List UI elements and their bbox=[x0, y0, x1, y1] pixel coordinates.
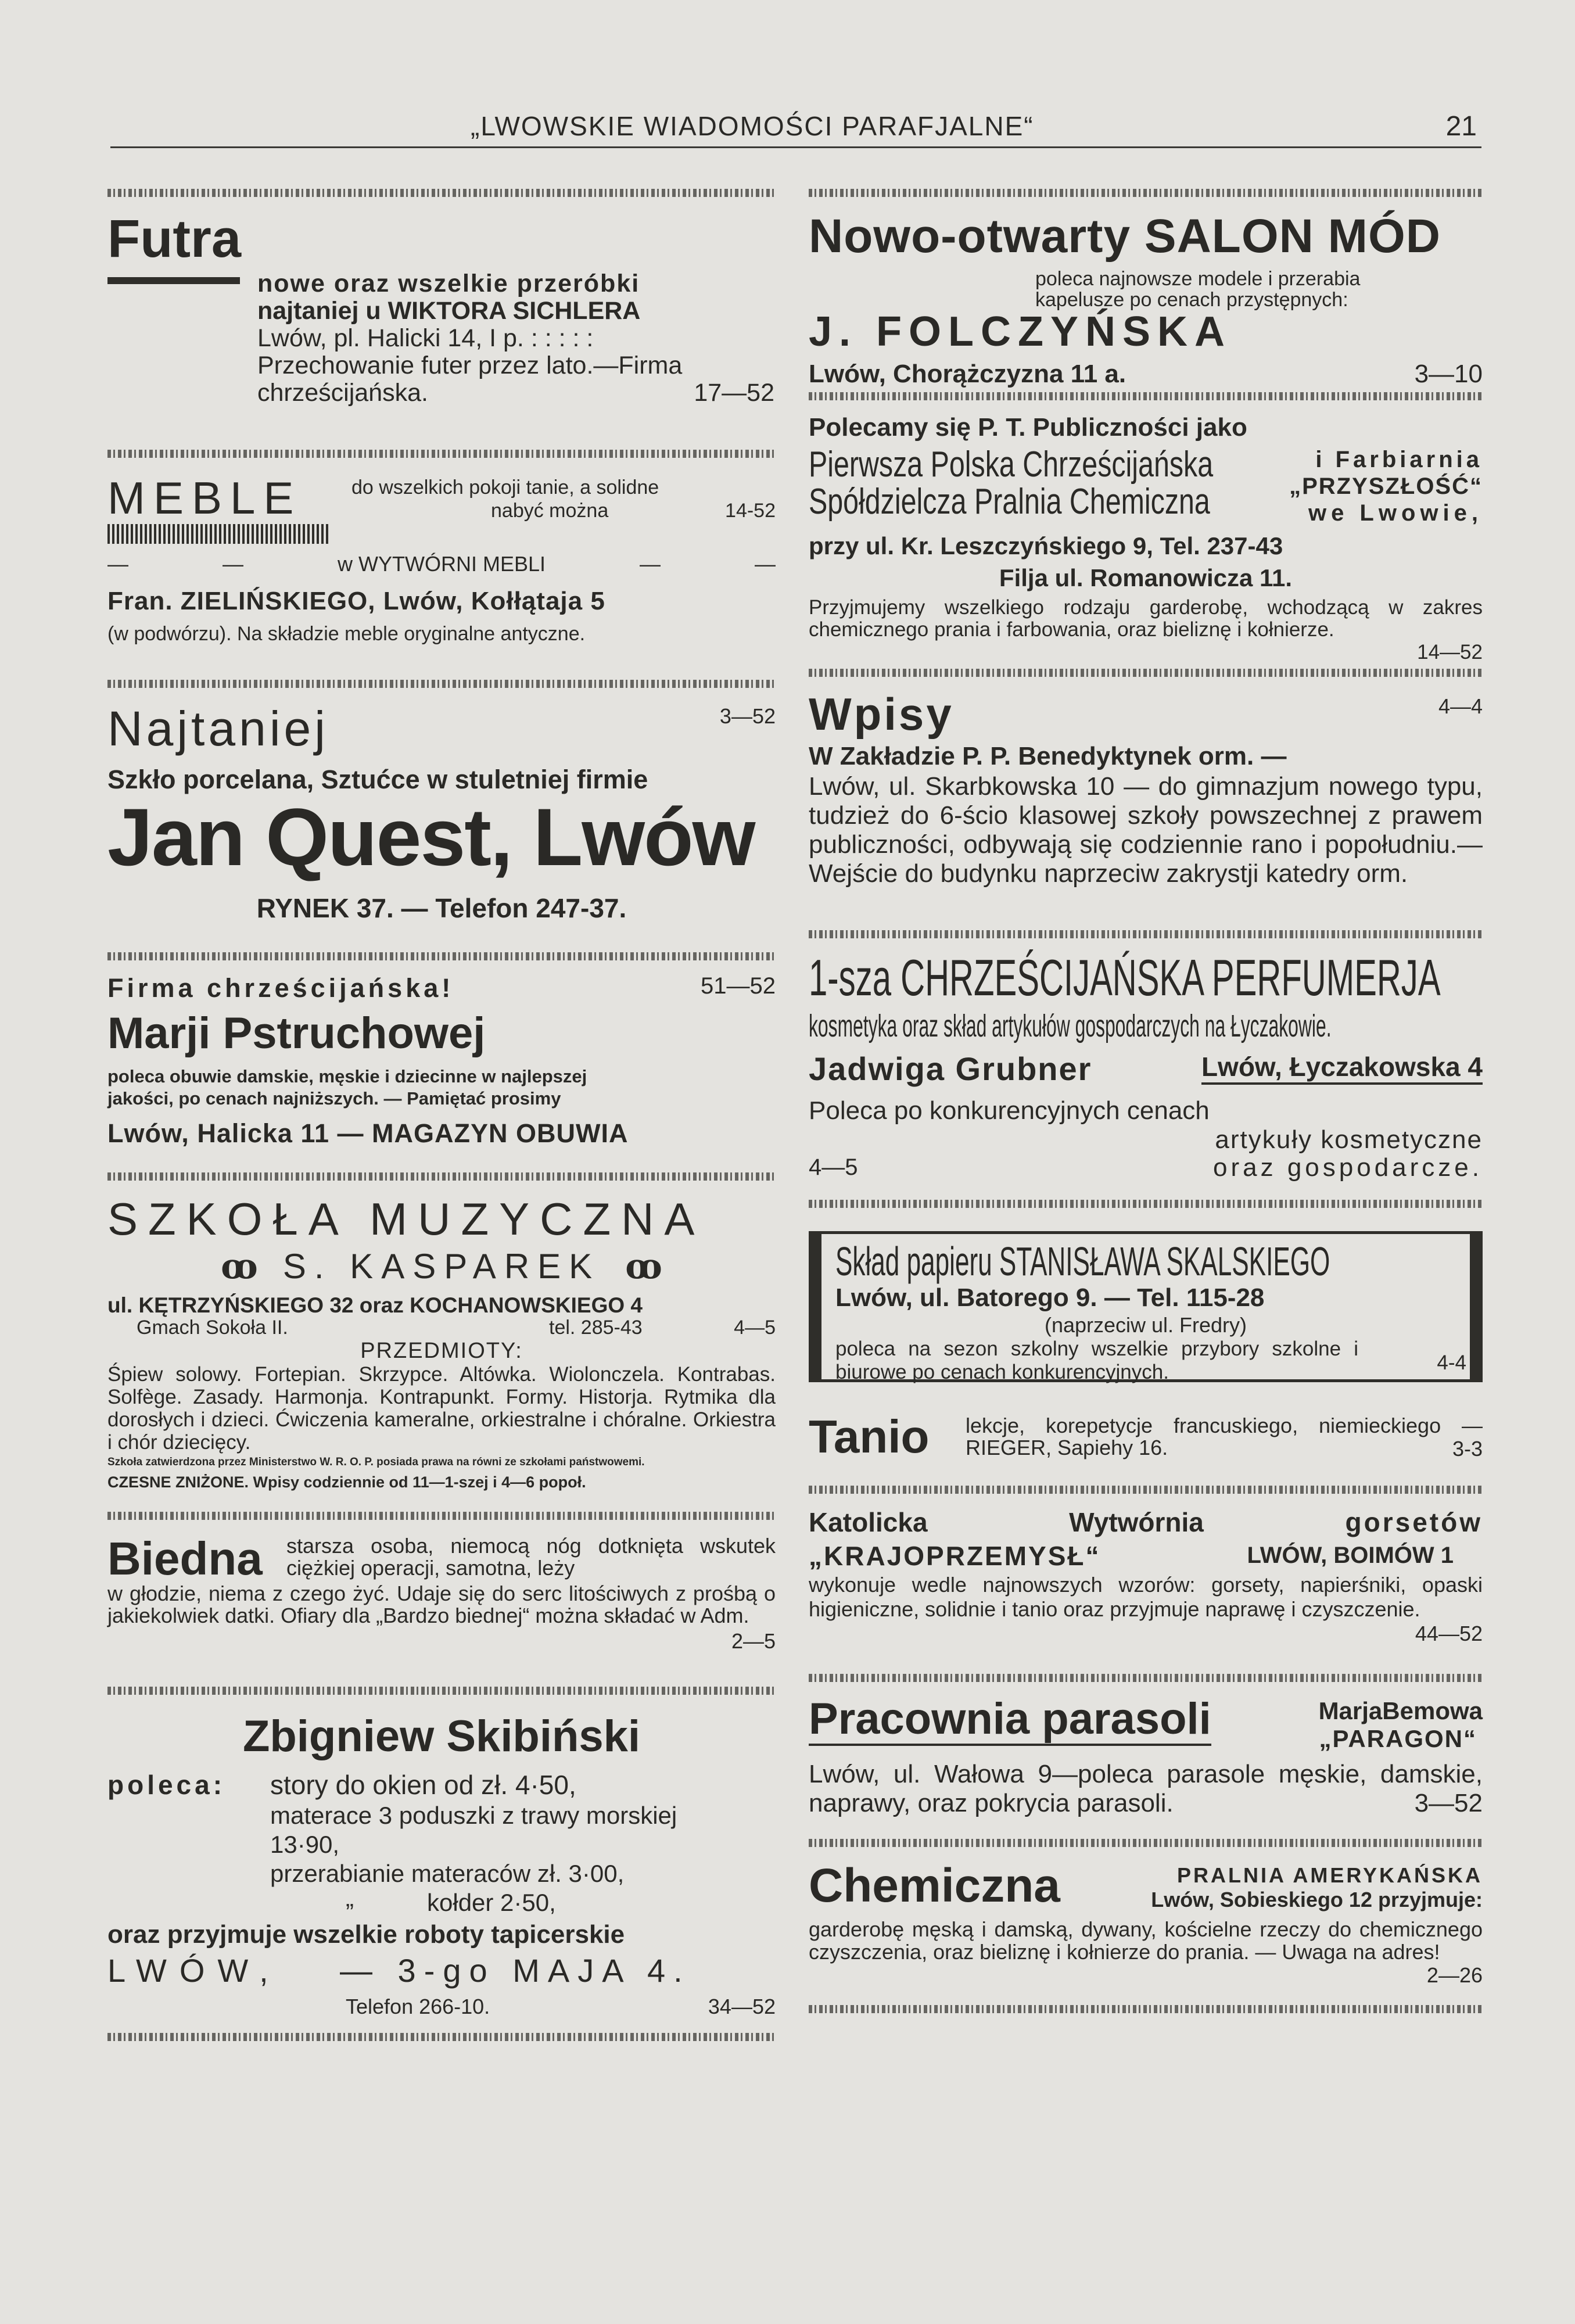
ad-perfumerja bbox=[809, 951, 1483, 1213]
ad-szkola-muzyczna bbox=[107, 1193, 776, 1501]
ad-row bbox=[257, 379, 774, 407]
ornament-icon: ꝏ bbox=[221, 1246, 258, 1287]
ad-line: kołder 2·50, bbox=[427, 1889, 556, 1916]
ad-name: S. KASPAREK bbox=[282, 1247, 601, 1286]
journal-title: „LWOWSKIE WIADOMOŚCI PARAFJALNE“ bbox=[471, 111, 1034, 141]
ad-line: gorsetów bbox=[1345, 1507, 1483, 1537]
ad-pracownia-parasoli bbox=[809, 1695, 1483, 1828]
ad-line: PRALNIA AMERYKAŃSKA bbox=[1177, 1863, 1483, 1887]
ad-line: (naprzeciw ul. Fredry) bbox=[1044, 1313, 1247, 1337]
ad-text: w głodzie, niema z czego żyć. Udaje się do serc litościwych z prośbą o jakiekolwiek datki. Ofiary dla „Bardzo biednej“ można składać w Adm. bbox=[107, 1581, 776, 1627]
ad-text: Śpiew solowy. Fortepian. Skrzypce. Altówka. Wiolonczela. Kontrabas. Solfège. Zasady. Harmonja. Kontrapunkt. Formy. Historja. Rytmika dla dorosłych i dzieci. Ćwiczenia kameralne, orkiestralne i chóralne. Orkiestra i chór dziecięcy. bbox=[107, 1363, 776, 1454]
ad-name: Zbigniew Skibiński bbox=[242, 1712, 641, 1761]
ad-address: Lwów, Łyczakowska 4 bbox=[1201, 1051, 1483, 1085]
page-number: 21 bbox=[1445, 111, 1477, 142]
ad-line: Lwów, Halicka 11 — MAGAZYN OBUWIA bbox=[107, 1118, 629, 1148]
ad-title: Wpisy bbox=[809, 688, 954, 740]
ad-text: wykonuje wedle najnowszych wzorów: gorsety, napierśniki, opaski higieniczne, solidnie i tanio oraz przyjmuje naprawę i czyszczenie. bbox=[809, 1573, 1483, 1621]
ad-line: ul. KĘTRZYŃSKIEGO 32 oraz KOCHANOWSKIEGO 4 bbox=[107, 1293, 643, 1317]
ad-line: MarjaBemowa bbox=[1318, 1697, 1483, 1724]
spacer bbox=[809, 1382, 1483, 1411]
ad-line: oraz gospodarcze. bbox=[1213, 1153, 1483, 1182]
ad-title: Nowo-otwarty SALON MÓD bbox=[809, 210, 1441, 263]
ad-line: tel. 285-43 bbox=[549, 1317, 643, 1339]
ad-skibinski bbox=[107, 1708, 776, 2056]
ornament-divider bbox=[107, 1687, 776, 1695]
ad-sig: 2—5 bbox=[731, 1629, 776, 1653]
ad-line: PRZEDMIOTY: bbox=[360, 1339, 523, 1363]
ad-sig: 3—52 bbox=[719, 704, 776, 728]
ad-sig: 3—10 bbox=[1414, 360, 1483, 388]
ad-krajoprzemysl bbox=[809, 1507, 1483, 1663]
ad-futra bbox=[107, 210, 776, 439]
ad-title: MEBLE bbox=[107, 472, 302, 523]
ad-line: LWÓW, bbox=[107, 1952, 281, 1989]
dash: — bbox=[223, 552, 243, 576]
ad-line: Poleca po konkurencyjnych cenach bbox=[809, 1096, 1210, 1125]
ad-line: poleca obuwie damskie, męskie i dziecinne w najlepszej bbox=[107, 1066, 587, 1086]
ad-line: Telefon 266-10. bbox=[346, 1995, 490, 2018]
ad-name: Jadwiga Grubner bbox=[809, 1050, 1092, 1087]
ad-line: Katolicka bbox=[809, 1507, 928, 1537]
ad-body bbox=[257, 270, 774, 407]
ornament-divider bbox=[107, 189, 776, 197]
ornament-divider bbox=[809, 1674, 1483, 1682]
ad-sig: 3-3 bbox=[1452, 1437, 1483, 1461]
dash: — bbox=[107, 552, 128, 576]
ad-sig: 51—52 bbox=[701, 973, 776, 999]
right-column bbox=[809, 189, 1483, 2026]
ad-line: Lwów, Sobieskiego 12 przyjmuje: bbox=[1151, 1888, 1483, 1911]
ornament-divider bbox=[809, 930, 1483, 938]
dash: — bbox=[755, 552, 776, 576]
ornament-divider bbox=[107, 680, 776, 688]
ad-text: Lwów, ul. Wałowa 9—poleca parasole męskie, damskie, naprawy, oraz pokrycia parasoli. bbox=[809, 1760, 1483, 1817]
ad-title: Spółdzielcza Pralnia Chemiczna bbox=[809, 482, 1210, 522]
ad-line: W Zakładzie P. P. Benedyktynek orm. — bbox=[809, 742, 1287, 770]
ad-line: CZESNE ZNIŻONE. Wpisy codziennie od 11—1-szej i 4—6 popoł. bbox=[107, 1473, 586, 1491]
ad-line: najtaniej u WIKTORA SICHLERA bbox=[257, 297, 641, 325]
ad-line: story do okien od zł. 4·50, bbox=[270, 1770, 576, 1800]
ad-row bbox=[809, 1507, 1483, 1538]
ad-title: Skład papieru STANISŁAWA SKALSKIEGO bbox=[835, 1239, 1330, 1284]
ad-line: Wytwórnia bbox=[1069, 1507, 1204, 1537]
ornament-divider bbox=[809, 1486, 1483, 1494]
ad-jan-quest bbox=[107, 701, 776, 942]
ad-line: przerabianie materaców zł. 3·00, bbox=[270, 1860, 625, 1887]
ad-text: Przyjmujemy wszelkiego rodzaju garderobę, wchodzącą w zakres chemicznego prania i farbowania, oraz bieliznę i kołnierze. bbox=[809, 596, 1483, 641]
ornament-divider bbox=[809, 669, 1483, 677]
ad-wpisy bbox=[809, 690, 1483, 939]
ad-line: do wszelkich pokoji tanie, a solidne bbox=[351, 476, 659, 498]
ad-title: Pierwsza Polska Chrześcijańska bbox=[809, 444, 1214, 485]
ad-line: jakości, po cenach najniższych. — Pamiętać prosimy bbox=[107, 1088, 561, 1109]
ornament-divider bbox=[107, 2033, 776, 2041]
ad-sig: 4—5 bbox=[734, 1317, 776, 1339]
ad-line: 13·90, bbox=[270, 1831, 340, 1858]
ad-sig: 44—52 bbox=[1415, 1622, 1483, 1645]
ornament-divider bbox=[107, 450, 776, 458]
ad-sig: 4—5 bbox=[809, 1154, 858, 1180]
ornament-divider bbox=[809, 1839, 1483, 1847]
ad-line: Filja ul. Romanowicza 11. bbox=[999, 564, 1293, 591]
ornament-divider bbox=[809, 2005, 1483, 2013]
ad-line: „PRZYSZŁOŚĆ“ bbox=[1289, 474, 1483, 499]
ad-name: „KRAJOPRZEMYSŁ“ bbox=[809, 1541, 1101, 1571]
ornament-divider bbox=[107, 1512, 776, 1520]
ad-line: we Lwowie, bbox=[1308, 500, 1483, 526]
ad-line: kapelusze po cenach przystępnych: bbox=[1035, 289, 1348, 311]
ad-title: Najtaniej bbox=[107, 701, 329, 756]
ad-line: „ bbox=[346, 1884, 354, 1911]
ornament-divider bbox=[809, 392, 1483, 400]
ad-line: w WYTWÓRNI MEBLI bbox=[338, 552, 546, 576]
decorative-hatching bbox=[107, 524, 328, 544]
ad-text: lekcje, korepetycje francuskiego, niemieckiego — RIEGER, Sapiehy 16. bbox=[966, 1414, 1483, 1459]
page-header bbox=[110, 110, 1481, 148]
ad-line: Gmach Sokoła II. bbox=[137, 1317, 288, 1339]
ornament-divider bbox=[107, 952, 776, 960]
ad-line: Fran. ZIELIŃSKIEGO, Lwów, Kołłątaja 5 bbox=[107, 587, 605, 615]
ad-sig: 14-52 bbox=[725, 500, 776, 522]
ad-sklad-papieru bbox=[809, 1231, 1483, 1382]
ad-line: oraz przyjmuje wszelkie roboty tapicerskie bbox=[107, 1920, 625, 1949]
ad-line: i Farbiarnia bbox=[1315, 447, 1483, 472]
ad-line: chrześcijańska. bbox=[257, 379, 428, 407]
ad-name: Marji Pstruchowej bbox=[107, 1009, 486, 1058]
ad-text: poleca na sezon szkolny wszelkie przybory szkolne i biurowe po cenach konkurencyjnych. bbox=[835, 1337, 1358, 1383]
ad-salon-mod bbox=[809, 210, 1483, 401]
ad-title: 1-sza CHRZEŚCIJAŃSKA PERFUMERJA bbox=[809, 949, 1441, 1006]
ad-address: LWÓW, BOIMÓW 1 bbox=[1247, 1543, 1454, 1568]
ad-sig: 34—52 bbox=[708, 1995, 776, 2018]
ad-sig: 3—52 bbox=[1414, 1789, 1483, 1817]
ad-meble bbox=[107, 471, 776, 703]
ad-line: Firma chrześcijańska! bbox=[107, 973, 454, 1003]
ad-title: Pracownia parasoli bbox=[809, 1695, 1211, 1746]
ad-line: przy ul. Kr. Leszczyńskiego 9, Tel. 237-43 bbox=[809, 532, 1283, 560]
ad-line: Szkoła zatwierdzona przez Ministerstwo W. R. O. P. posiada prawa na równi ze szkołami państwowemi. bbox=[107, 1456, 645, 1468]
dash: — bbox=[640, 552, 661, 576]
ad-line: poleca najnowsze modele i przerabia bbox=[1035, 268, 1361, 290]
ad-name-row bbox=[107, 1247, 776, 1286]
ad-name: Jan Quest, Lwów bbox=[107, 791, 755, 883]
ad-text: starsza osoba, niemocą nóg dotknięta wskutek ciężkiej operacji, samotna, leży bbox=[286, 1534, 776, 1580]
ad-sig: 14—52 bbox=[1417, 641, 1483, 664]
ad-address: Lwów, Chorążczyzna 11 a. bbox=[809, 360, 1126, 388]
ad-chemiczna bbox=[809, 1860, 1483, 2011]
ad-obuwie bbox=[107, 973, 776, 1162]
ad-line: Lwów, ul. Batorego 9. — Tel. 115-28 bbox=[835, 1283, 1265, 1312]
ad-line: „PARAGON“ bbox=[1319, 1725, 1477, 1752]
ad-line: artykuły kosmetyczne bbox=[1215, 1125, 1483, 1154]
ad-title: Biedna bbox=[107, 1533, 263, 1584]
ad-tanio bbox=[809, 1411, 1483, 1475]
ad-title: Chemiczna bbox=[809, 1859, 1060, 1912]
ad-title: Futra bbox=[107, 209, 241, 268]
ad-line: materace 3 poduszki z trawy morskiej bbox=[270, 1802, 677, 1829]
ad-line: nabyć można bbox=[491, 500, 609, 522]
ad-line: Polecamy się P. T. Publiczności jako bbox=[809, 413, 1247, 442]
ad-sig: 4-4 bbox=[1437, 1351, 1466, 1374]
ad-sig: 2—26 bbox=[1426, 1963, 1483, 1987]
ad-pralnia-przyszlosc bbox=[809, 413, 1483, 704]
ad-title: Tanio bbox=[809, 1411, 930, 1462]
ad-line: nowe oraz wszelkie przeróbki bbox=[257, 270, 640, 297]
ad-line: (w podwórzu). Na składzie meble oryginalne antyczne. bbox=[107, 623, 586, 645]
ad-line: Szkło porcelana, Sztućce w stuletniej firmie bbox=[107, 765, 648, 794]
ad-text: Lwów, ul. Skarbkowska 10 — do gimnazjum nowego typu, tudzież do 6-ścio klasowej szkoły powszechnej z prawem publiczności, odbywają się codziennie rano i popołudniu.— Wejście do budynku naprzeciw zakrystji katedry orm. bbox=[809, 772, 1483, 888]
ad-line: kosmetyka oraz skład artykułów gospodarczych na Łyczakowie. bbox=[809, 1009, 1332, 1043]
title-underline bbox=[107, 277, 240, 284]
ad-address: RYNEK 37. — Telefon 247-37. bbox=[256, 893, 627, 923]
ad-row bbox=[107, 552, 776, 576]
ad-title: SZKOŁA MUZYCZNA bbox=[107, 1193, 705, 1245]
left-column bbox=[107, 189, 776, 2054]
ornament-divider bbox=[809, 1200, 1483, 1208]
ornament-icon: ꝏ bbox=[625, 1246, 662, 1287]
ad-biedna bbox=[107, 1533, 776, 1698]
ad-sig: 17—52 bbox=[694, 379, 774, 407]
ad-line: — 3-go MAJA 4. bbox=[340, 1952, 691, 1989]
ad-line: Przechowanie futer przez lato.—Firma bbox=[257, 352, 683, 379]
ornament-divider bbox=[107, 1172, 776, 1181]
ad-text: garderobę męską i damską, dywany, kościelne rzeczy do chemicznego czyszczenia, oraz bieliznę i kołnierze do prania. — Uwaga na adres! bbox=[809, 1917, 1483, 1964]
ad-line: poleca: bbox=[107, 1770, 226, 1800]
ad-sig: 4—4 bbox=[1438, 694, 1483, 718]
ornament-divider bbox=[809, 189, 1483, 197]
ad-name: J. FOLCZYŃSKA bbox=[809, 309, 1232, 355]
ad-line: Lwów, pl. Halicki 14, I p. : : : : : bbox=[257, 324, 594, 352]
